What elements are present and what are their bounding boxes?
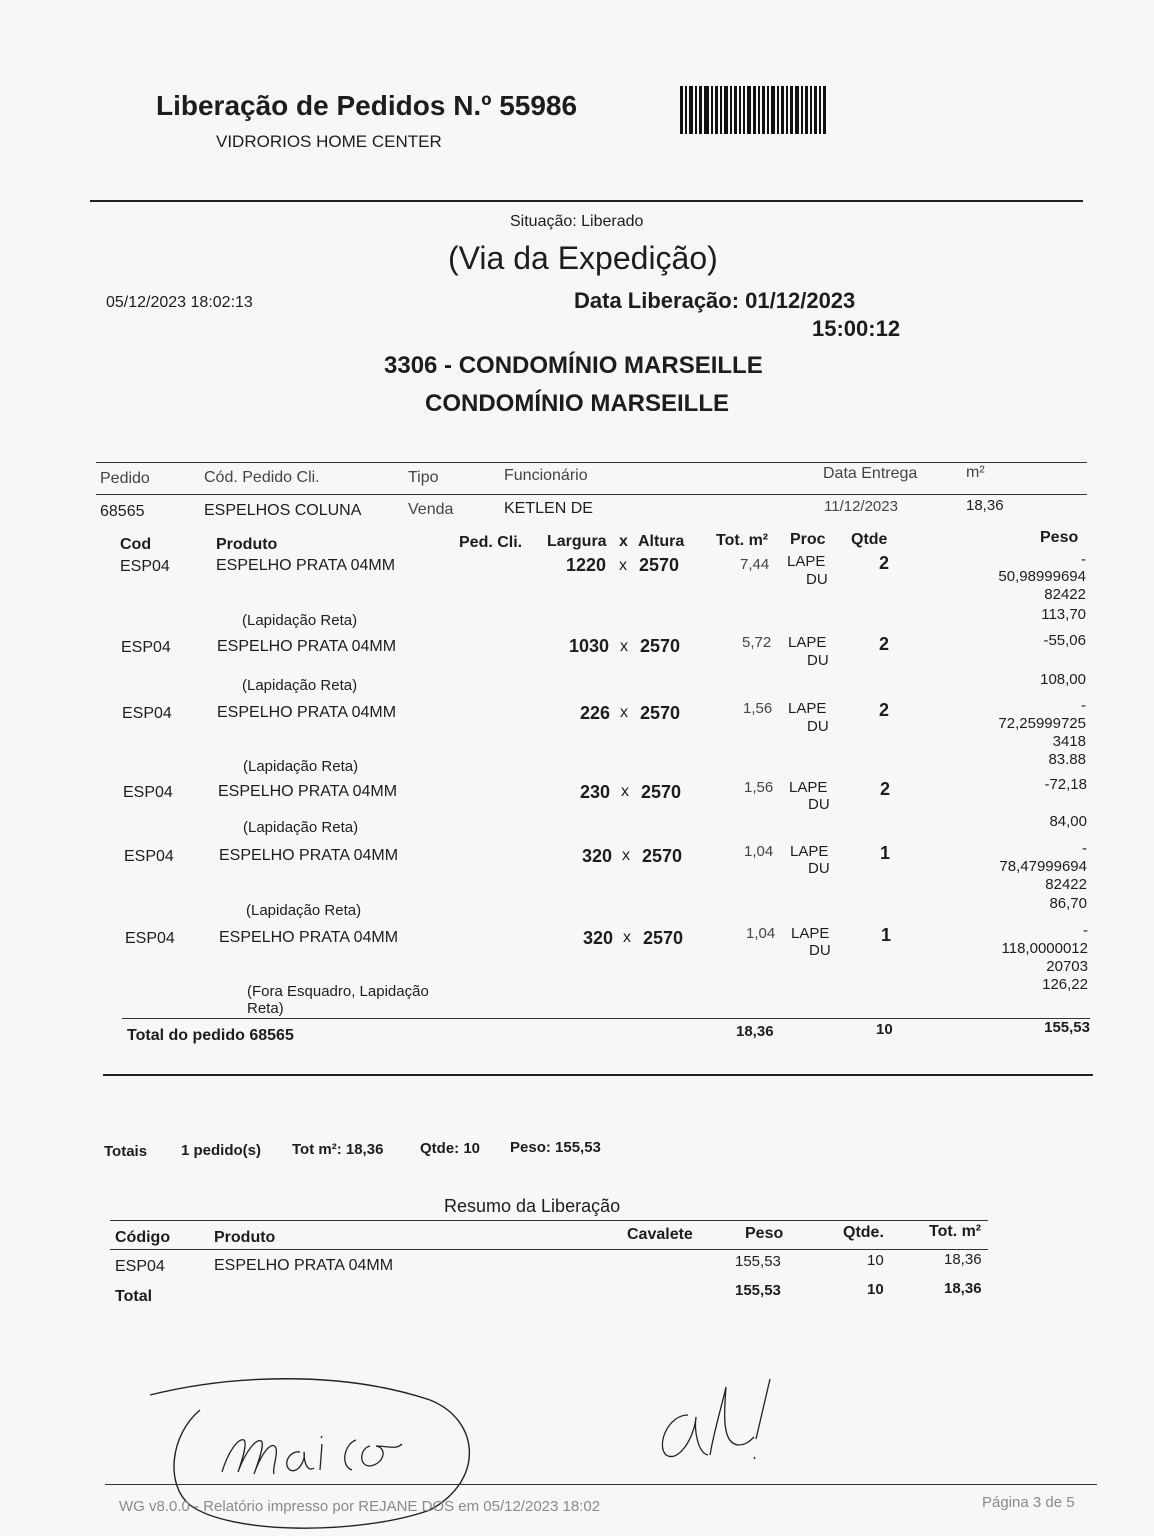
item-4-proc1: LAPE: [789, 779, 828, 796]
totals-label: Totais: [104, 1143, 148, 1160]
document-title: Liberação de Pedidos N.º 55986: [156, 90, 578, 121]
header-divider: [90, 200, 1083, 202]
order-total-label: Total do pedido 68565: [127, 1027, 294, 1044]
data-liberacao-time: 15:00:12: [812, 316, 901, 341]
item-4-peso1: -72,18: [1044, 776, 1087, 793]
item-2-peso1: -55,06: [1043, 632, 1086, 649]
item-6-proc2: DU: [809, 942, 831, 959]
resumo-col-cavalete: Cavalete: [627, 1226, 693, 1243]
item-6-x: x: [623, 929, 631, 946]
label-cod-pedido-cli: Cód. Pedido Cli.: [204, 469, 320, 486]
resumo-total-tot-m2: 18,36: [944, 1280, 982, 1297]
item-2-qtde: 2: [879, 634, 890, 654]
item-5-proc1: LAPE: [790, 843, 829, 860]
item-5-largura: 320: [582, 846, 613, 866]
item-5-peso2: 78,47999694: [999, 858, 1087, 875]
resumo-title: Resumo da Liberação: [444, 1196, 621, 1216]
item-1-altura: 2570: [639, 555, 680, 575]
resumo-total-peso: 155,53: [735, 1282, 781, 1299]
order-header-mid-line: [96, 494, 1087, 495]
value-cod-pedido-cli: ESPELHOS COLUNA: [204, 502, 362, 519]
item-5-tot-m2: 1,04: [744, 843, 774, 860]
item-2-obs: (Lapidação Reta): [242, 677, 358, 694]
item-4-altura: 2570: [641, 782, 682, 802]
resumo-header-line: [110, 1249, 988, 1250]
order-header-top-line: [96, 462, 1087, 463]
item-5-cod: ESP04: [124, 848, 174, 865]
col-produto: Produto: [216, 536, 278, 553]
item-3-peso-after: 83.88: [1048, 751, 1086, 768]
item-4-tot-m2: 1,56: [744, 779, 774, 796]
resumo-col-codigo: Código: [115, 1229, 171, 1246]
order-total-m2: 18,36: [736, 1023, 774, 1040]
col-peso: Peso: [1040, 529, 1079, 546]
resumo-row-qtde: 10: [867, 1252, 884, 1269]
order-total-line: [122, 1018, 1090, 1019]
item-4-proc2: DU: [808, 796, 830, 813]
footer-left: WG v8.0.0 - Relatório impresso por REJANE DOS em 05/12/2023 18:02: [119, 1498, 601, 1515]
item-2-proc1: LAPE: [788, 634, 827, 651]
label-m2: m²: [966, 464, 985, 481]
item-6-produto: ESPELHO PRATA 04MM: [219, 929, 399, 946]
resumo-col-peso: Peso: [745, 1225, 784, 1242]
value-m2: 18,36: [966, 497, 1004, 514]
item-3-produto: ESPELHO PRATA 04MM: [217, 704, 397, 721]
item-6-qtde: 1: [881, 925, 892, 945]
item-5-produto: ESPELHO PRATA 04MM: [219, 847, 399, 864]
signature-2: [650, 1375, 780, 1465]
item-3-altura: 2570: [640, 703, 681, 723]
resumo-col-qtde: Qtde.: [843, 1224, 884, 1241]
resumo-col-tot-m2: Tot. m²: [929, 1223, 982, 1240]
item-6-tot-m2: 1,04: [746, 925, 776, 942]
order-total-qtde: 10: [876, 1021, 893, 1038]
order-section-divider: [103, 1074, 1093, 1076]
item-6-altura: 2570: [643, 928, 684, 948]
item-5-altura: 2570: [642, 846, 683, 866]
value-pedido: 68565: [100, 503, 145, 520]
resumo-total-qtde: 10: [867, 1281, 884, 1298]
item-5-qtde: 1: [880, 843, 891, 863]
item-2-tot-m2: 5,72: [742, 634, 772, 651]
item-1-largura: 1220: [566, 555, 607, 575]
item-1-obs: (Lapidação Reta): [242, 612, 358, 629]
item-3-obs: (Lapidação Reta): [243, 758, 359, 775]
item-2-produto: ESPELHO PRATA 04MM: [217, 638, 397, 655]
item-6-peso3: 20703: [1046, 958, 1088, 975]
item-6-largura: 320: [583, 928, 614, 948]
col-proc: Proc: [790, 531, 826, 548]
item-1-tot-m2: 7,44: [740, 556, 770, 573]
company-name: VIDRORIOS HOME CENTER: [216, 132, 442, 151]
item-2-x: x: [620, 638, 628, 655]
signature-2-text: dl!: [650, 1375, 652, 1376]
resumo-row-peso: 155,53: [735, 1253, 781, 1270]
item-6-cod: ESP04: [125, 930, 175, 947]
barcode: [680, 86, 856, 134]
item-6-proc1: LAPE: [791, 925, 830, 942]
item-3-cod: ESP04: [122, 705, 172, 722]
item-1-peso-after: 113,70: [1041, 606, 1086, 623]
item-6-peso2: 118,0000012: [1001, 940, 1088, 957]
totals-peso: Peso: 155,53: [510, 1139, 601, 1156]
col-qtde: Qtde: [851, 531, 888, 548]
resumo-col-produto: Produto: [214, 1229, 276, 1246]
item-3-peso2: 72,25999725: [998, 715, 1086, 732]
col-largura: Largura: [547, 533, 607, 550]
order-total-peso: 155,53: [1044, 1019, 1090, 1036]
item-1-proc1: LAPE: [787, 553, 826, 570]
item-5-x: x: [622, 847, 630, 864]
item-3-peso1: -: [1081, 697, 1086, 714]
item-1-peso1: -: [1081, 551, 1086, 568]
item-4-produto: ESPELHO PRATA 04MM: [218, 783, 398, 800]
item-2-peso-after: 108,00: [1040, 671, 1086, 688]
item-6-obs1: (Fora Esquadro, Lapidação: [247, 983, 429, 1000]
item-5-peso3: 82422: [1045, 876, 1087, 893]
item-3-tot-m2: 1,56: [743, 700, 773, 717]
item-3-proc1: LAPE: [788, 700, 827, 717]
item-3-peso3: 3418: [1052, 733, 1086, 750]
data-liberacao: Data Liberação: 01/12/2023: [574, 288, 856, 313]
resumo-row-codigo: ESP04: [115, 1258, 165, 1275]
print-datetime: 05/12/2023 18:02:13: [106, 294, 253, 311]
situacao: Situação: Liberado: [510, 213, 644, 230]
item-2-altura: 2570: [640, 636, 681, 656]
totals-tot-m2: Tot m²: 18,36: [292, 1141, 384, 1158]
item-5-peso1: -: [1082, 840, 1087, 857]
col-cod: Cod: [120, 536, 152, 553]
item-1-cod: ESP04: [120, 558, 170, 575]
item-3-x: x: [620, 704, 628, 721]
label-tipo: Tipo: [408, 469, 439, 486]
col-x: x: [619, 533, 628, 550]
item-6-peso1: -: [1083, 922, 1088, 939]
footer-line: [105, 1484, 1097, 1485]
item-2-proc2: DU: [807, 652, 829, 669]
item-4-largura: 230: [580, 782, 611, 802]
col-tot-m2: Tot. m²: [716, 532, 769, 549]
resumo-total-label: Total: [115, 1288, 153, 1305]
item-5-peso-after: 86,70: [1049, 895, 1087, 912]
col-ped-cli: Ped. Cli.: [459, 534, 523, 551]
signature-1-text: mai lo: [140, 1360, 143, 1361]
item-4-x: x: [621, 783, 629, 800]
item-2-cod: ESP04: [121, 639, 171, 656]
item-5-obs: (Lapidação Reta): [246, 902, 362, 919]
item-4-qtde: 2: [880, 779, 891, 799]
item-5-proc2: DU: [808, 860, 830, 877]
item-1-proc2: DU: [806, 571, 828, 588]
client-line-2: CONDOMÍNIO MARSEILLE: [425, 390, 729, 417]
item-3-largura: 226: [580, 703, 611, 723]
via-label: (Via da Expedição): [448, 240, 718, 276]
value-data-entrega: 11/12/2023: [824, 498, 898, 515]
item-6-obs2: Reta): [247, 1000, 284, 1017]
item-4-cod: ESP04: [123, 784, 173, 801]
value-funcionario: KETLEN DE: [504, 500, 593, 517]
item-3-proc2: DU: [807, 718, 829, 735]
resumo-top-line: [110, 1220, 988, 1221]
totals-qtde: Qtde: 10: [420, 1140, 481, 1157]
item-4-peso-after: 84,00: [1049, 813, 1087, 830]
label-funcionario: Funcionário: [504, 467, 588, 484]
item-2-largura: 1030: [569, 636, 610, 656]
totals-pedidos: 1 pedido(s): [181, 1142, 262, 1159]
value-tipo: Venda: [408, 501, 454, 518]
item-1-peso3: 82422: [1044, 586, 1086, 603]
item-1-x: x: [619, 557, 627, 574]
resumo-row-tot-m2: 18,36: [944, 1251, 982, 1268]
item-3-qtde: 2: [879, 700, 890, 720]
resumo-row-produto: ESPELHO PRATA 04MM: [214, 1257, 394, 1274]
client-line-1: 3306 - CONDOMÍNIO MARSEILLE: [384, 352, 763, 379]
label-data-entrega: Data Entrega: [823, 465, 918, 482]
label-pedido: Pedido: [100, 470, 150, 487]
item-6-peso-after: 126,22: [1042, 976, 1088, 993]
item-1-peso2: 50,98999694: [998, 568, 1086, 585]
item-4-obs: (Lapidação Reta): [243, 819, 359, 836]
item-1-produto: ESPELHO PRATA 04MM: [216, 557, 396, 574]
col-altura: Altura: [638, 533, 685, 550]
footer-right: Página 3 de 5: [982, 1494, 1075, 1511]
item-1-qtde: 2: [879, 553, 890, 573]
